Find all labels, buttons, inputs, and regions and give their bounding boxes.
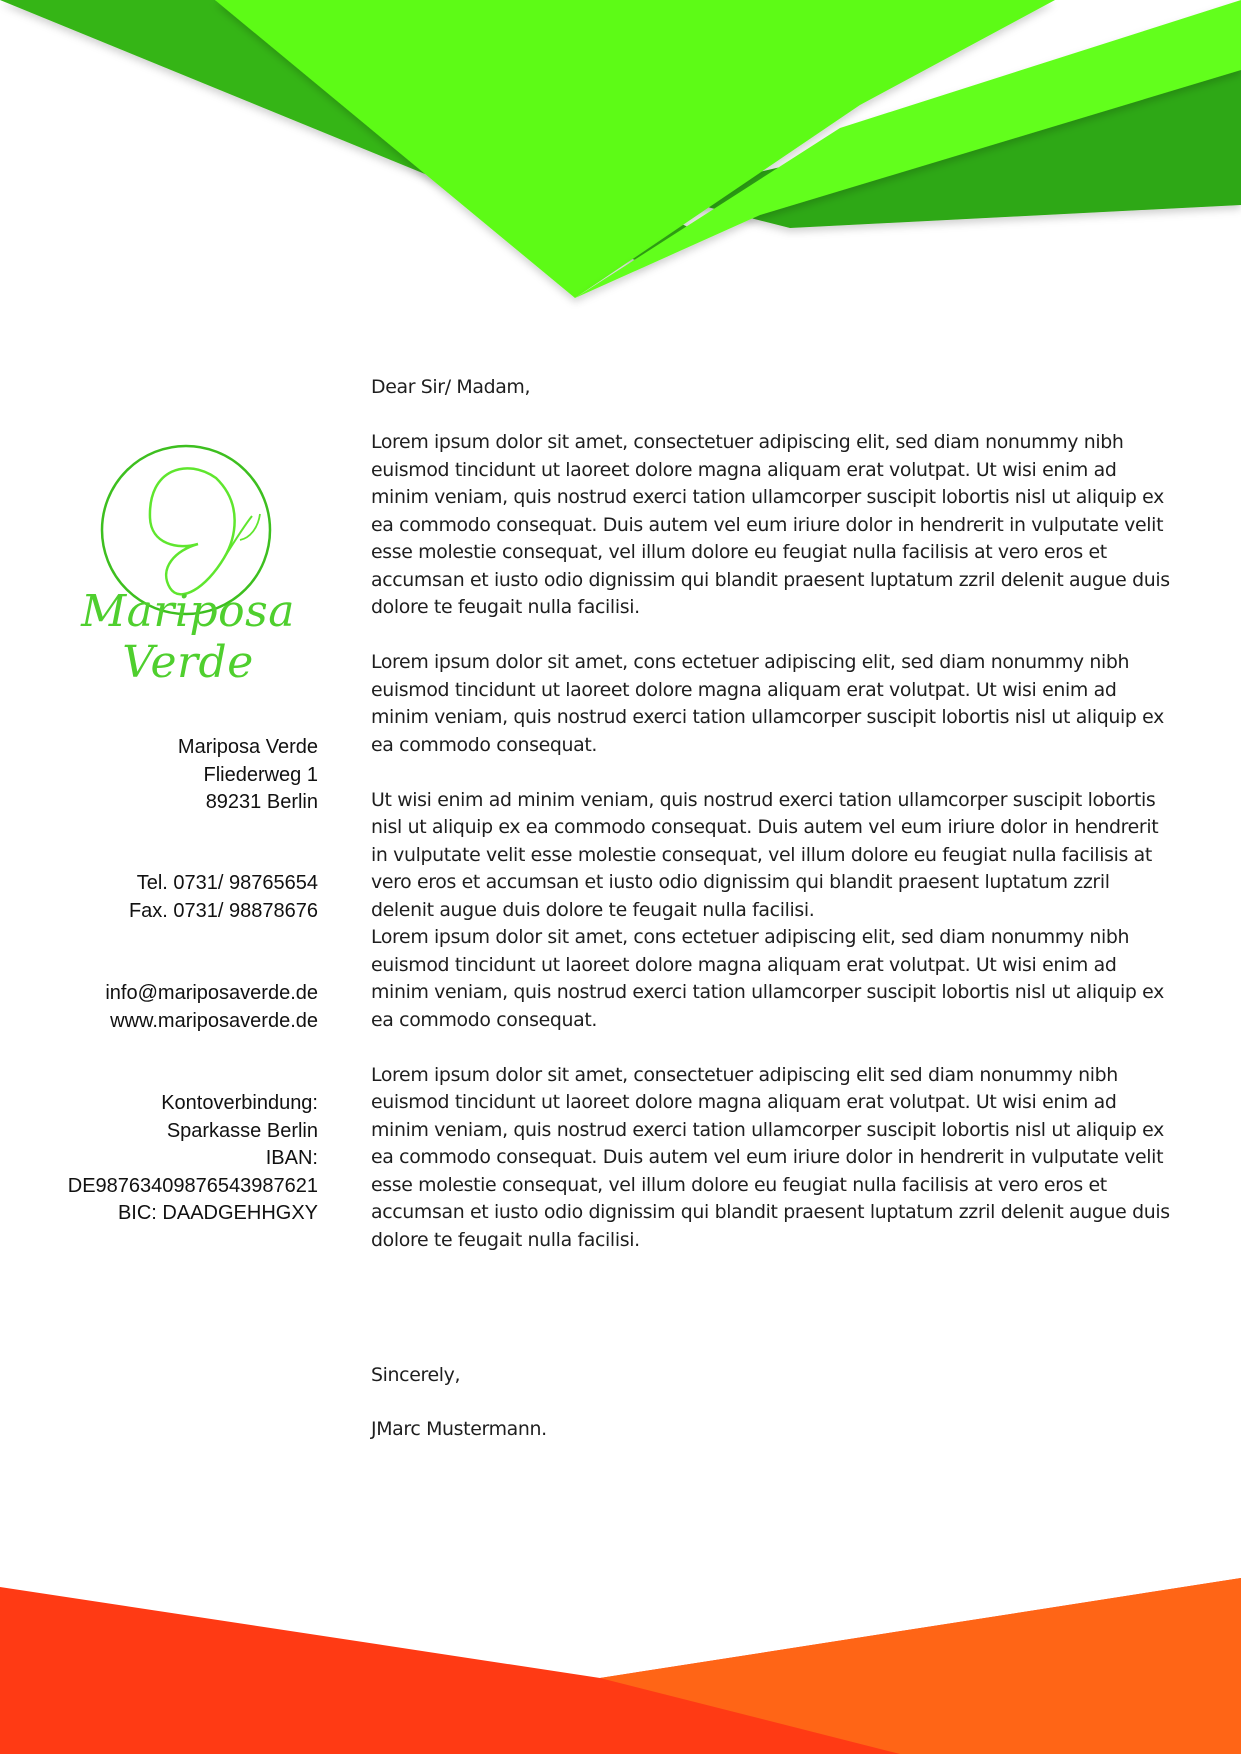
- paragraph: Lorem ipsum dolor sit amet, cons ectetuer adipiscing elit, sed diam nonummy nibh euismod tincidunt ut laoreet dolore magna aliquam erat volutpat. Ut wisi enim ad minim veniam, quis nostrud exerci tation ullamcorper suscipit lobortis nisl ut aliquip ex ea commodo consequat.: [371, 926, 1164, 1031]
- iban-number: DE98763409876543987621: [67, 1174, 318, 1197]
- bic-code: BIC: DAADGEHHGXY: [117, 1202, 318, 1224]
- letter-body: [371, 374, 1171, 1254]
- contact-web: [30, 980, 318, 1035]
- contact-phone: [30, 870, 318, 925]
- brand-wordmark: Mariposa Verde: [81, 586, 295, 688]
- fax-number: Fax. 0731/ 98878676: [128, 899, 318, 922]
- address-line: Mariposa Verde: [177, 736, 318, 758]
- paragraph: Ut wisi enim ad minim veniam, quis nostrud exerci tation ullamcorper suscipit lobortis nisl ut aliquip ex ea commodo consequat. Duis autem vel eum iriure dolor in hendrerit in vulputate velit esse molestie consequat, vel illum dolore eu feugiat nulla facilisis at vero eros et accumsan et iusto odio dignissim qui blandit praesent luptatum zzril delenit augue duis dolore te feugait nulla facilisi.: [371, 788, 1159, 921]
- email-address: info@mariposaverde.de: [105, 982, 318, 1004]
- phone-number: Tel. 0731/ 98765654: [136, 872, 318, 894]
- address-line: 89231 Berlin: [205, 791, 318, 813]
- sender-address: [30, 734, 318, 817]
- address-line: Fliederweg 1: [203, 763, 318, 786]
- signature-name: JMarc Mustermann.: [371, 1418, 547, 1440]
- top-green-ribbon-decoration: [0, 0, 1241, 310]
- iban-label: IBAN:: [265, 1147, 318, 1169]
- bank-label: Kontoverbindung:: [161, 1092, 318, 1114]
- bank-details: [30, 1090, 318, 1228]
- website-url: www.mariposaverde.de: [110, 1009, 318, 1032]
- paragraph: Lorem ipsum dolor sit amet, cons ectetuer adipiscing elit, sed diam nonummy nibh euismod tincidunt ut laoreet dolore magna aliquam erat volutpat. Ut wisi enim ad minim veniam, quis nostrud exerci tation ullamcorper suscipit lobortis nisl ut aliquip ex ea commodo consequat.: [371, 651, 1164, 756]
- bottom-orange-band-decoration: [0, 1570, 1241, 1754]
- salutation: Dear Sir/ Madam,: [371, 376, 531, 398]
- closing: Sincerely,: [371, 1364, 461, 1386]
- paragraph: Lorem ipsum dolor sit amet, consectetuer adipiscing elit sed diam nonummy nibh euismod tincidunt ut laoreet dolore magna aliquam erat volutpat. Ut wisi enim ad minim veniam, quis nostrud exerci tation ullamcorper suscipit lobortis nisl ut aliquip ex ea commodo consequat. Duis autem vel eum iriure dolor in hendrerit in vulputate velit esse molestie consequat, vel illum dolore eu feugiat nulla facilisis at vero eros et accumsan et iusto odio dignissim qui blandit praesent luptatum zzril delenit augue duis dolore te feugait nulla facilisi.: [371, 1063, 1170, 1251]
- bank-name: Sparkasse Berlin: [166, 1119, 318, 1142]
- paragraph: Lorem ipsum dolor sit amet, consectetuer adipiscing elit, sed diam nonummy nibh euismod tincidunt ut laoreet dolore magna aliquam erat volutpat. Ut wisi enim ad minim veniam, quis nostrud exerci tation ullamcorper suscipit lobortis nisl ut aliquip ex ea commodo consequat. Duis autem vel eum iriure dolor in hendrerit in vulputate velit esse molestie consequat, vel illum dolore eu feugiat nulla facilisis at vero eros et accumsan et iusto odio dignissim qui blandit praesent luptatum zzril delenit augue duis dolore te feugait nulla facilisi.: [371, 431, 1170, 618]
